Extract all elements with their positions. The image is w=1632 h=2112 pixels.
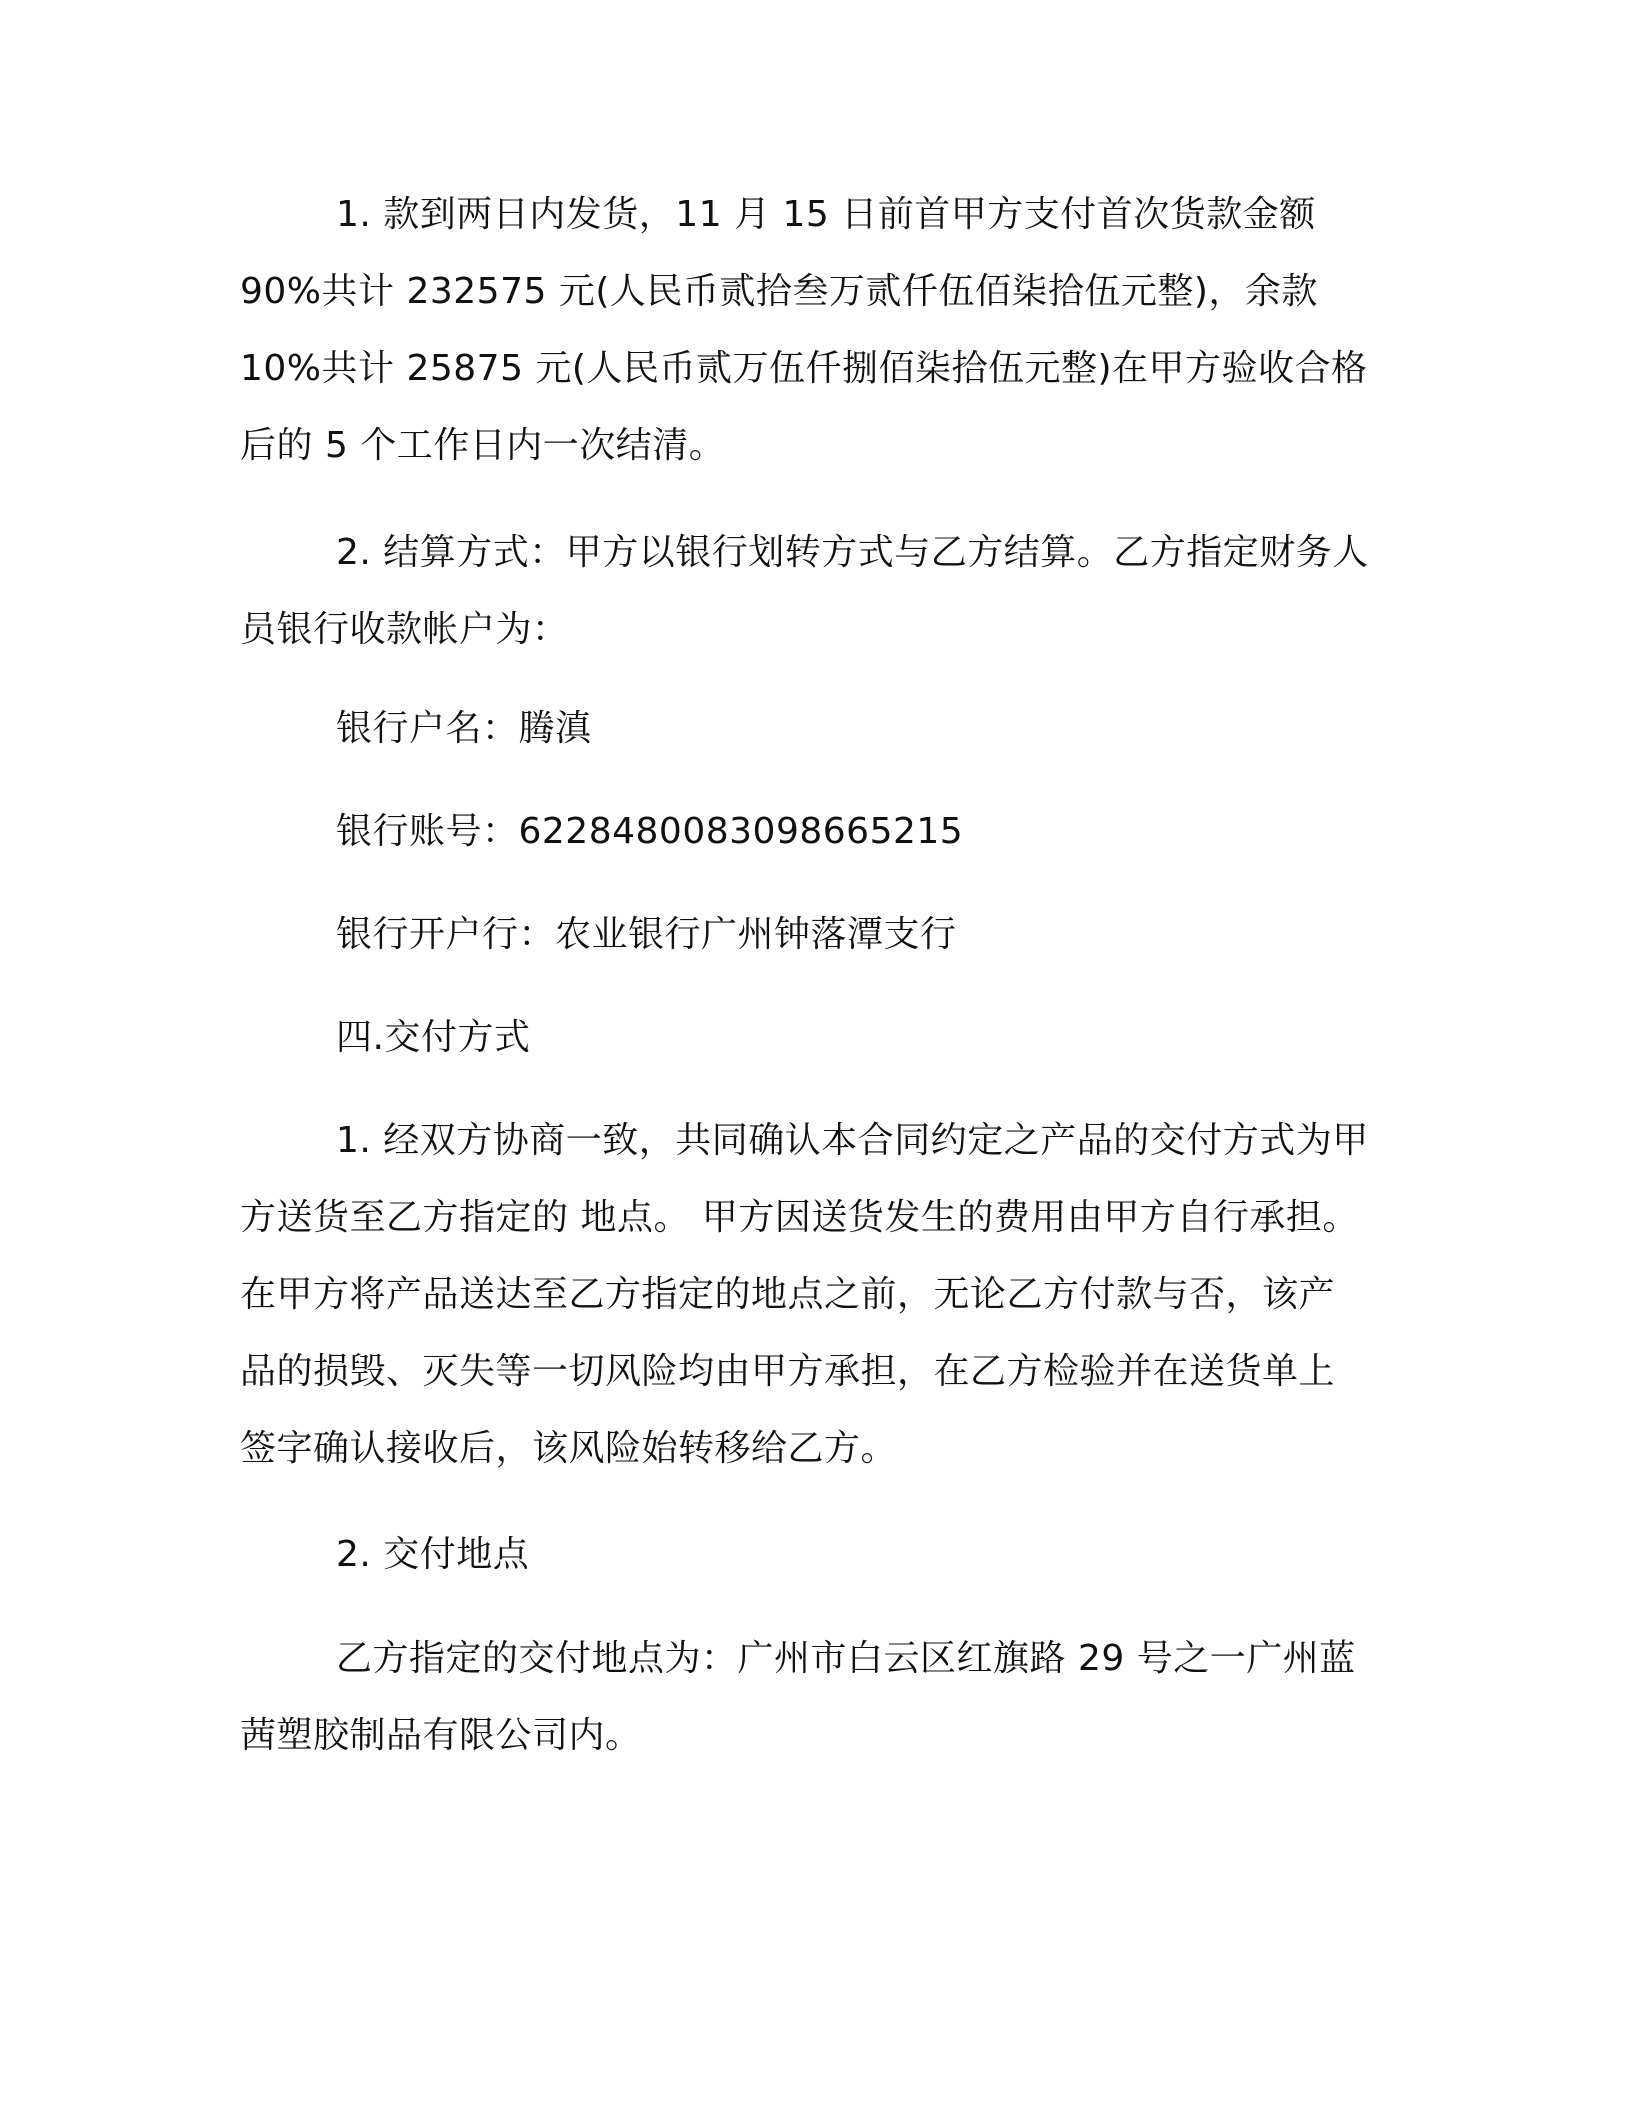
payment-clause-line-1: 1. 款到两日内发货，11 月 15 日前首甲方支付首次货款金额 [336,194,1316,235]
delivery-location-heading: 2. 交付地点 [336,1534,530,1575]
bank-account-name: 银行户名：腾滇 [336,708,592,749]
settlement-clause-line-2: 员银行收款帐户为： [240,609,569,650]
delivery-method-line-1: 1. 经双方协商一致，共同确认本合同约定之产品的交付方式为甲 [336,1120,1369,1161]
payment-clause [240,176,1390,484]
bank-account-number: 银行账号：6228480083098665215 [336,811,964,852]
delivery-method-line-3: 在甲方将产品送达至乙方指定的地点之前，无论乙方付款与否，该产 [240,1274,1336,1315]
delivery-method-clause [240,1102,1390,1487]
delivery-location-clause [240,1620,1390,1774]
payment-clause-line-2: 90%共计 232575 元(人民币贰拾叁万贰仟伍佰柒拾伍元整)，余款 [240,271,1318,312]
section-heading-delivery-method: 四.交付方式 [336,1017,531,1058]
delivery-method-line-4: 品的损毁、灭失等一切风险均由甲方承担，在乙方检验并在送货单上 [240,1351,1336,1392]
settlement-clause-line-1: 2. 结算方式：甲方以银行划转方式与乙方结算。乙方指定财务人 [336,532,1369,573]
settlement-clause [240,514,1390,668]
delivery-method-line-2: 方送货至乙方指定的 地点。 甲方因送货发生的费用由甲方自行承担。 [240,1197,1359,1238]
delivery-method-line-5: 签字确认接收后，该风险始转移给乙方。 [240,1428,898,1469]
payment-clause-line-4: 后的 5 个工作日内一次结清。 [240,425,726,466]
delivery-location-line-1: 乙方指定的交付地点为：广州市白云区红旗路 29 号之一广州蓝 [336,1638,1356,1679]
bank-branch: 银行开户行：农业银行广州钟落潭支行 [336,914,957,955]
payment-clause-line-3: 10%共计 25875 元(人民币贰万伍仟捌佰柒拾伍元整)在甲方验收合格 [240,348,1368,389]
delivery-location-line-2: 茜塑胶制品有限公司内。 [240,1715,642,1756]
